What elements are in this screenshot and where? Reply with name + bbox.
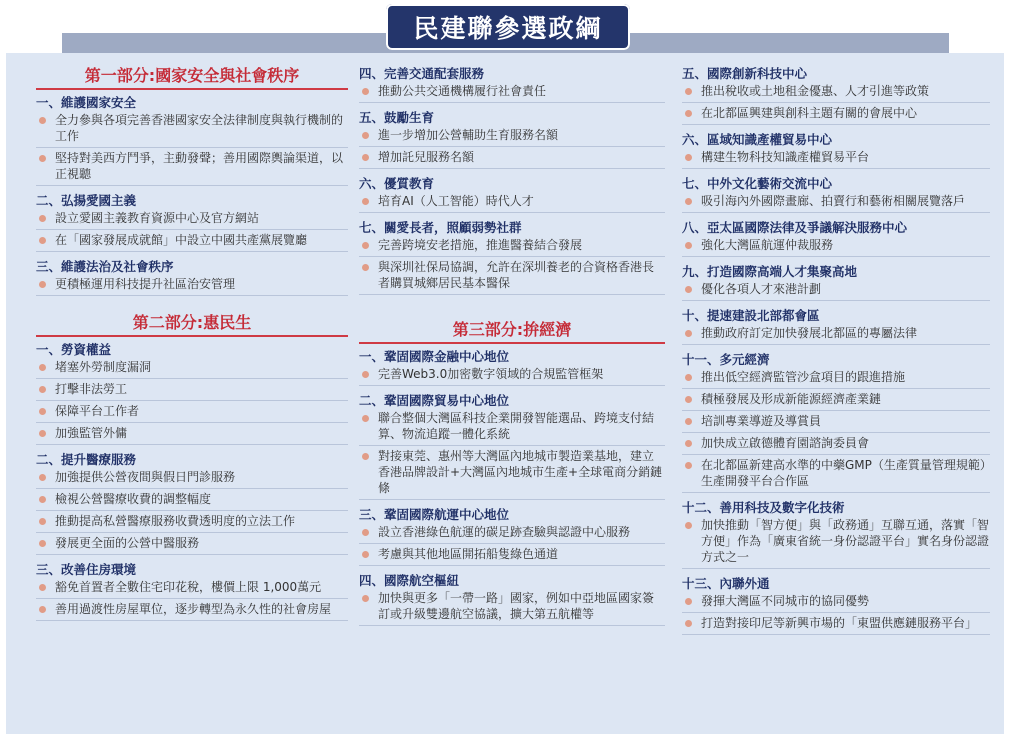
section-title: 四、完善交通配套服務 bbox=[359, 66, 485, 81]
policy-item bbox=[36, 601, 348, 621]
part-one-title: 第一部分:國家安全與社會秩序 bbox=[36, 63, 348, 90]
bullet-dot-icon bbox=[685, 396, 692, 403]
policy-item-text: 加快成立啟德體育園諮詢委員會 bbox=[701, 436, 870, 450]
policy-item bbox=[36, 403, 348, 423]
policy-section bbox=[36, 341, 348, 445]
policy-item bbox=[682, 391, 990, 411]
bullet-dot-icon bbox=[685, 286, 692, 293]
policy-item bbox=[36, 112, 348, 148]
policy-item bbox=[36, 469, 348, 489]
policy-section bbox=[359, 109, 665, 169]
policy-item bbox=[682, 149, 990, 169]
bullet-dot-icon bbox=[362, 551, 369, 558]
policy-item bbox=[682, 457, 990, 493]
part-two-sections-a bbox=[36, 341, 348, 621]
section-title: 二、鞏固國際貿易中心地位 bbox=[359, 393, 510, 408]
policy-item-text: 設立愛國主義教育資源中心及官方網站 bbox=[55, 211, 260, 225]
bullet-dot-icon bbox=[39, 117, 46, 124]
policy-section bbox=[682, 575, 990, 635]
bullet-dot-icon bbox=[685, 598, 692, 605]
bullet-dot-icon bbox=[39, 584, 46, 591]
bullet-dot-icon bbox=[685, 88, 692, 95]
policy-item-text: 推出稅收或土地租金優惠、人才引進等政策 bbox=[701, 84, 930, 98]
policy-item-text: 考慮與其他地區開拓船隻綠色通道 bbox=[378, 547, 559, 561]
policy-item-text: 強化大灣區航運仲裁服務 bbox=[701, 238, 834, 252]
policy-item-text: 發揮大灣區不同城市的協同優勢 bbox=[701, 594, 870, 608]
policy-item bbox=[682, 83, 990, 103]
column-middle bbox=[359, 65, 665, 632]
policy-section bbox=[359, 175, 665, 213]
section-title: 二、提升醫療服務 bbox=[36, 452, 137, 467]
policy-item bbox=[682, 435, 990, 455]
policy-section bbox=[36, 561, 348, 621]
policy-item-text: 在北都區新建高水準的中藥GMP（生產質量管理規範）生產開發平台合作區 bbox=[701, 458, 986, 488]
policy-item-text: 對接東莞、惠州等大灣區內地城市製造業基地，建立香港品牌設計+大灣區內地城市生產+全球電商分銷鏈條 bbox=[378, 449, 663, 495]
policy-item-text: 堵塞外勞制度漏洞 bbox=[55, 360, 152, 374]
policy-item-text: 完善Web3.0加密數字領域的合規監管框架 bbox=[378, 367, 604, 381]
policy-item-text: 培訓專業導遊及導賞員 bbox=[701, 414, 822, 428]
policy-item bbox=[682, 593, 990, 613]
policy-item bbox=[359, 149, 665, 169]
policy-item-text: 構建生物科技知識產權貿易平台 bbox=[701, 150, 870, 164]
policy-section bbox=[682, 307, 990, 345]
policy-item bbox=[682, 369, 990, 389]
policy-item-text: 全力參與各項完善香港國家安全法律制度與執行機制的工作 bbox=[55, 113, 344, 143]
part-two-title: 第二部分:惠民生 bbox=[36, 310, 348, 337]
bullet-dot-icon bbox=[362, 242, 369, 249]
policy-item bbox=[359, 590, 665, 626]
policy-section bbox=[682, 219, 990, 257]
policy-item-text: 推動政府訂定加快發展北都區的專屬法律 bbox=[701, 326, 918, 340]
section-title: 七、中外文化藝術交流中心 bbox=[682, 176, 833, 191]
policy-item-text: 保障平台工作者 bbox=[55, 404, 140, 418]
policy-item-text: 檢視公營醫療收費的調整幅度 bbox=[55, 492, 212, 506]
bullet-dot-icon bbox=[685, 330, 692, 337]
policy-item bbox=[359, 366, 665, 386]
section-title: 十三、內聯外通 bbox=[682, 576, 770, 591]
policy-item-text: 堅持對美西方鬥爭，主動發聲；善用國際輿論渠道，以正視聽 bbox=[55, 151, 344, 181]
policy-item bbox=[36, 232, 348, 252]
bullet-dot-icon bbox=[362, 88, 369, 95]
bullet-dot-icon bbox=[685, 242, 692, 249]
bullet-dot-icon bbox=[362, 415, 369, 422]
bullet-dot-icon bbox=[39, 386, 46, 393]
policy-item-text: 發展更全面的公營中醫服務 bbox=[55, 536, 200, 550]
policy-item bbox=[359, 83, 665, 103]
bullet-dot-icon bbox=[39, 606, 46, 613]
bullet-dot-icon bbox=[685, 462, 692, 469]
content-panel bbox=[6, 53, 1004, 734]
policy-section bbox=[359, 348, 665, 386]
part-three-sections-b bbox=[682, 65, 990, 635]
bullet-dot-icon bbox=[362, 453, 369, 460]
policy-item bbox=[36, 491, 348, 511]
section-title: 三、維護法治及社會秩序 bbox=[36, 259, 174, 274]
section-title: 十二、善用科技及數字化技術 bbox=[682, 500, 845, 515]
bullet-dot-icon bbox=[39, 540, 46, 547]
bullet-dot-icon bbox=[362, 595, 369, 602]
policy-section bbox=[359, 572, 665, 626]
policy-item bbox=[359, 448, 665, 500]
policy-item-text: 推動公共交通機構履行社會責任 bbox=[378, 84, 547, 98]
bullet-dot-icon bbox=[685, 154, 692, 161]
section-title: 五、鼓勵生育 bbox=[359, 110, 435, 125]
policy-item bbox=[359, 524, 665, 544]
bullet-dot-icon bbox=[39, 430, 46, 437]
policy-item bbox=[359, 259, 665, 295]
policy-section bbox=[682, 131, 990, 169]
bullet-dot-icon bbox=[39, 474, 46, 481]
policy-item bbox=[36, 276, 348, 296]
policy-section bbox=[682, 351, 990, 493]
policy-item-text: 豁免首置者全數住宅印花稅，樓價上限 1,000萬元 bbox=[55, 580, 322, 594]
policy-item bbox=[359, 127, 665, 147]
policy-item bbox=[36, 381, 348, 401]
bullet-dot-icon bbox=[362, 132, 369, 139]
policy-item-text: 在「國家發展成就館」中設立中國共產黨展覽廳 bbox=[55, 233, 308, 247]
policy-item bbox=[682, 105, 990, 125]
column-left bbox=[36, 63, 348, 627]
policy-item bbox=[682, 281, 990, 301]
bullet-dot-icon bbox=[362, 264, 369, 271]
policy-item bbox=[36, 150, 348, 186]
policy-item bbox=[36, 535, 348, 555]
policy-section bbox=[36, 451, 348, 555]
policy-item bbox=[36, 579, 348, 599]
bullet-dot-icon bbox=[362, 154, 369, 161]
policy-item bbox=[36, 513, 348, 533]
section-title: 三、改善住房環境 bbox=[36, 562, 137, 577]
section-title: 九、打造國際高端人才集聚高地 bbox=[682, 264, 858, 279]
section-title: 一、勞資權益 bbox=[36, 342, 112, 357]
policy-item-text: 加強監管外傭 bbox=[55, 426, 128, 440]
section-title: 一、維護國家安全 bbox=[36, 95, 137, 110]
bullet-dot-icon bbox=[685, 198, 692, 205]
policy-section bbox=[682, 175, 990, 213]
part-three-sections-a bbox=[359, 348, 665, 626]
policy-item-text: 加快推動「智方便」與「政務通」互聯互通，落實「智方便」作為「廣東省統一身份認證平台」實名身份認證方式之一 bbox=[701, 518, 990, 564]
policy-item-text: 打造對接印尼等新興市場的「東盟供應鏈服務平台」 bbox=[701, 616, 978, 630]
section-title: 七、關愛長者，照顧弱勢社群 bbox=[359, 220, 522, 235]
column-right bbox=[682, 65, 990, 641]
bullet-dot-icon bbox=[685, 418, 692, 425]
policy-item-text: 打擊非法勞工 bbox=[55, 382, 128, 396]
policy-section bbox=[36, 94, 348, 186]
bullet-dot-icon bbox=[685, 374, 692, 381]
policy-section bbox=[36, 258, 348, 296]
bullet-dot-icon bbox=[362, 371, 369, 378]
bullet-dot-icon bbox=[362, 529, 369, 536]
section-title: 二、弘揚愛國主義 bbox=[36, 193, 137, 208]
policy-section bbox=[359, 219, 665, 295]
part-two-sections-b bbox=[359, 65, 665, 295]
policy-item-text: 加快與更多「一帶一路」國家，例如中亞地區國家簽訂或升級雙邊航空協議，擴大第五航權等 bbox=[378, 591, 655, 621]
policy-item-text: 設立香港綠色航運的碳足跡查驗與認證中心服務 bbox=[378, 525, 631, 539]
policy-item-text: 推出低空經濟監管沙盒項目的跟進措施 bbox=[701, 370, 906, 384]
bullet-dot-icon bbox=[685, 110, 692, 117]
policy-item-text: 完善跨境安老措施，推進醫養結合發展 bbox=[378, 238, 583, 252]
policy-section bbox=[359, 506, 665, 566]
bullet-dot-icon bbox=[39, 155, 46, 162]
bullet-dot-icon bbox=[685, 522, 692, 529]
policy-item bbox=[36, 210, 348, 230]
policy-section bbox=[359, 392, 665, 500]
page-title: 民建聯參選政綱 bbox=[386, 4, 630, 50]
policy-item-text: 吸引海內外國際畫廊、拍賣行和藝術相關展覽落戶 bbox=[701, 194, 966, 208]
policy-section bbox=[682, 499, 990, 569]
bullet-dot-icon bbox=[39, 518, 46, 525]
policy-item bbox=[359, 546, 665, 566]
bullet-dot-icon bbox=[39, 237, 46, 244]
section-title: 四、國際航空樞紐 bbox=[359, 573, 460, 588]
section-title: 五、國際創新科技中心 bbox=[682, 66, 808, 81]
section-title: 一、鞏固國際金融中心地位 bbox=[359, 349, 510, 364]
bullet-dot-icon bbox=[39, 364, 46, 371]
policy-item bbox=[359, 237, 665, 257]
policy-item-text: 在北都區興建與創科主題有關的會展中心 bbox=[701, 106, 918, 120]
policy-item-text: 積極發展及形成新能源經濟產業鏈 bbox=[701, 392, 882, 406]
policy-item bbox=[682, 517, 990, 569]
policy-item bbox=[682, 193, 990, 213]
policy-item bbox=[36, 359, 348, 379]
bullet-dot-icon bbox=[39, 408, 46, 415]
bullet-dot-icon bbox=[39, 496, 46, 503]
policy-item-text: 推動提高私營醫療服務收費透明度的立法工作 bbox=[55, 514, 296, 528]
section-title: 六、優質教育 bbox=[359, 176, 435, 191]
policy-item-text: 培育AI（人工智能）時代人才 bbox=[378, 194, 534, 208]
section-title: 三、鞏固國際航運中心地位 bbox=[359, 507, 510, 522]
policy-item-text: 更積極運用科技提升社區治安管理 bbox=[55, 277, 236, 291]
policy-section bbox=[682, 263, 990, 301]
policy-section bbox=[682, 65, 990, 125]
policy-item bbox=[682, 413, 990, 433]
part-one-sections bbox=[36, 94, 348, 296]
policy-item-text: 善用過渡性房屋單位，逐步轉型為永久性的社會房屋 bbox=[55, 602, 332, 616]
policy-item bbox=[359, 193, 665, 213]
bullet-dot-icon bbox=[362, 198, 369, 205]
part-three-title: 第三部分:拚經濟 bbox=[359, 317, 665, 344]
policy-item-text: 增加託兒服務名額 bbox=[378, 150, 475, 164]
policy-item bbox=[36, 425, 348, 445]
policy-item-text: 加強提供公營夜間與假日門診服務 bbox=[55, 470, 236, 484]
section-title: 十、提速建設北部都會區 bbox=[682, 308, 820, 323]
policy-item-text: 進一步增加公營輔助生育服務名額 bbox=[378, 128, 559, 142]
policy-item-text: 優化各項人才來港計劃 bbox=[701, 282, 822, 296]
bullet-dot-icon bbox=[685, 440, 692, 447]
policy-section bbox=[359, 65, 665, 103]
section-title: 六、區域知識產權貿易中心 bbox=[682, 132, 833, 147]
bullet-dot-icon bbox=[685, 620, 692, 627]
policy-item bbox=[682, 325, 990, 345]
policy-item bbox=[682, 237, 990, 257]
policy-item bbox=[359, 410, 665, 446]
section-title: 八、亞太區國際法律及爭議解決服務中心 bbox=[682, 220, 908, 235]
policy-item-text: 聯合整個大灣區科技企業開發智能選品、跨境支付結算、物流追蹤一體化系統 bbox=[378, 411, 655, 441]
bullet-dot-icon bbox=[39, 281, 46, 288]
policy-item-text: 與深圳社保局協調，允許在深圳養老的合資格香港長者購買城鄉居民基本醫保 bbox=[378, 260, 655, 290]
policy-item bbox=[682, 615, 990, 635]
section-title: 十一、多元經濟 bbox=[682, 352, 770, 367]
policy-section bbox=[36, 192, 348, 252]
bullet-dot-icon bbox=[39, 215, 46, 222]
